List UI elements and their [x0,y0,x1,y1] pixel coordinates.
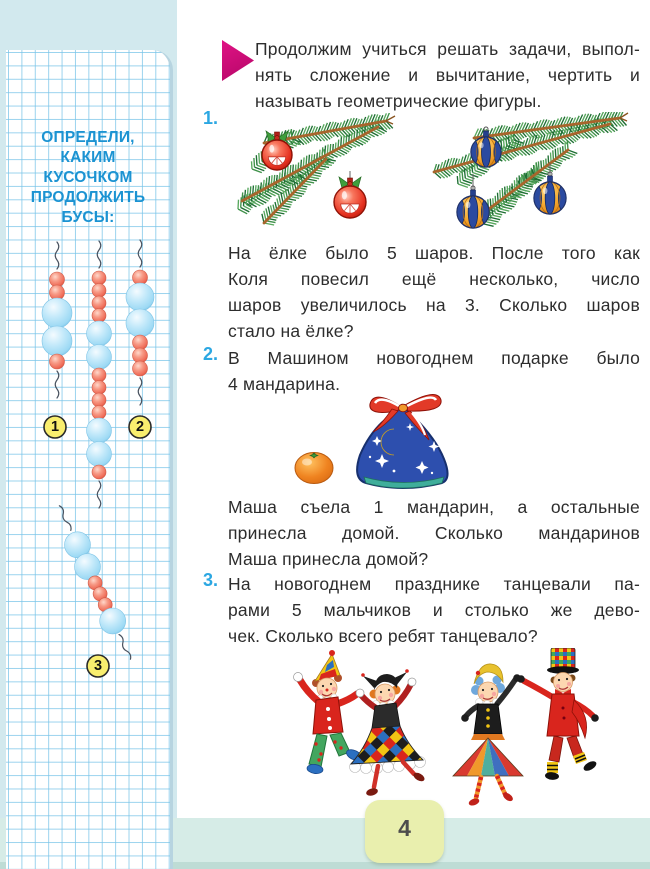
triangle-marker-icon [222,40,254,81]
text-line: чек. Сколько всего ребят танцевало? [228,626,538,646]
svg-text:3: 3 [93,658,103,674]
text-line: шаров увеличилось на 3. Сколько шаров [228,295,640,315]
page-number-tab [365,800,444,863]
boy-top-hat-figure [517,648,599,780]
grid-sidebar [6,50,173,869]
text-line: В Машином новогоднем подарке было [228,348,640,368]
clown-boy-figure [294,650,364,775]
harlequin-girl-figure [350,669,426,797]
text-line: На ёлке было 5 шаров. После того как [228,243,640,263]
text-line: 4 мандарина. [228,374,341,394]
task-1-text [228,240,640,344]
sidebar-title-line: ОПРЕДЕЛИ, [41,129,135,146]
task-3-text [228,571,640,649]
sidebar-title-line: КАКИМ [60,149,116,166]
text-line: стало на ёлке? [228,321,354,341]
tangerine-illustration [292,448,336,486]
svg-text:1: 1 [50,419,60,435]
text-line: Продолжим учиться решать задачи, выпол- [255,39,640,59]
sidebar-title-line: ПРОДОЛЖИТЬ [30,189,146,206]
page-number: 4 [398,815,411,841]
text-line: Коля повесил ещё несколько, число [228,269,640,289]
text-line: принесла домой. Сколько мандаринов [228,523,640,543]
sidebar-title [6,128,170,228]
text-line: Маша съела 1 мандарин, а остальные [228,497,640,517]
gift-bag-illustration [344,387,466,493]
intro-text [255,36,640,114]
text-line: называть геометрические фигуры. [255,91,542,111]
text-line: На новогоднем празднике танцевали па- [228,574,640,594]
fir-branch-red-ornaments-illustration [228,113,398,241]
text-line: нять сложение и вычитание, чертить и [255,65,640,85]
girl-striped-skirt-figure [453,664,523,807]
dancing-children-illustration [275,648,640,810]
svg-text:2: 2 [135,419,145,435]
text-line: Маша принесла домой? [228,549,429,569]
task-3-number: 3. [203,570,219,590]
fir-branch-striped-ornaments-illustration [418,112,630,240]
sidebar-title-line: КУСОЧКОМ [43,169,133,186]
task-1-number: 1. [203,108,219,128]
text-line: рами 5 мальчиков и столько же дево- [228,600,640,620]
task-2-number: 2. [203,344,219,364]
task-2-text-after [228,494,640,572]
sidebar-title-line: БУСЫ: [61,209,115,226]
